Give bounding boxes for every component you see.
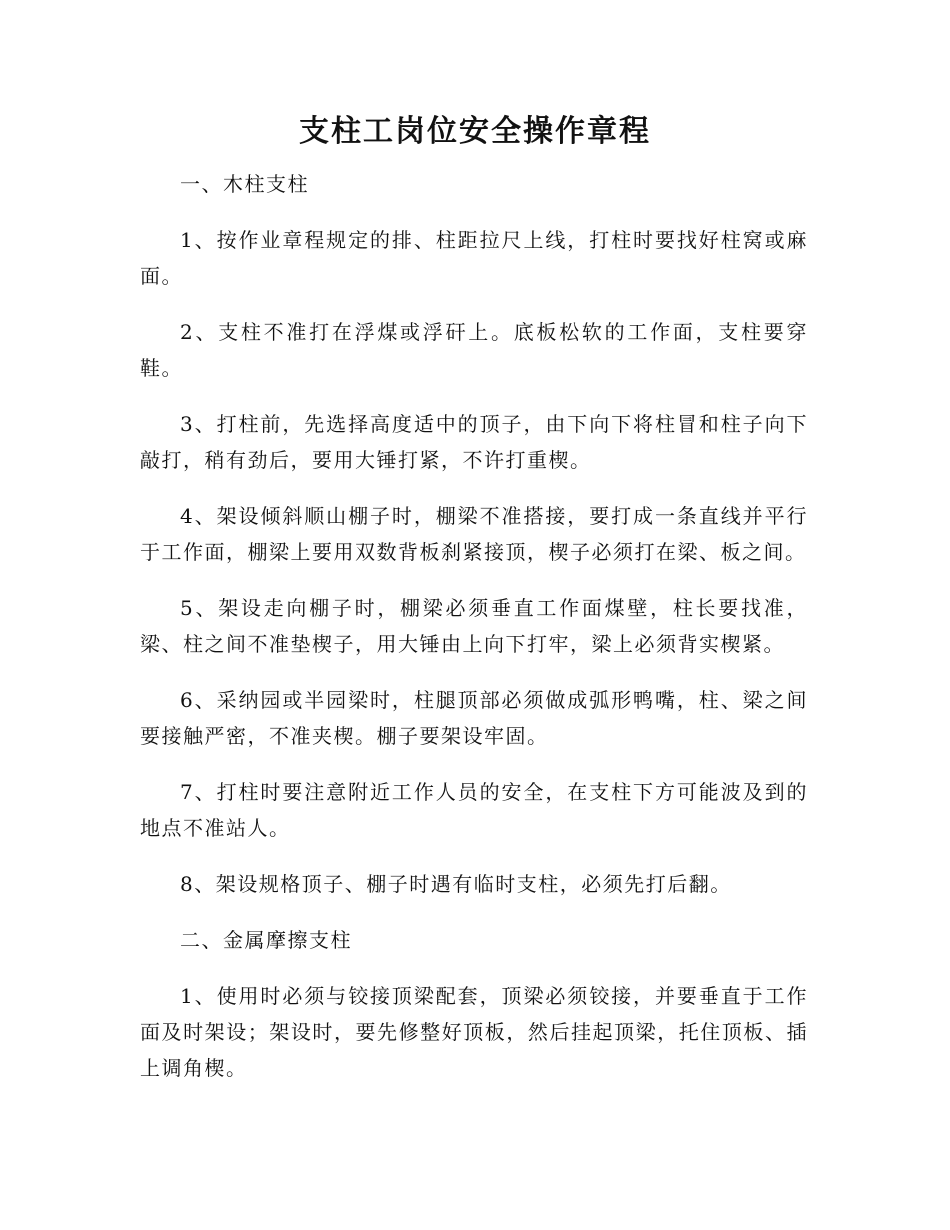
- section-item: 5、架设走向棚子时，棚梁必须垂直工作面煤壁，柱长要找准，梁、柱之间不准垫楔子，用大锤由上向下打牢，梁上必须背实楔紧。: [140, 596, 808, 656]
- section-item: 6、采纳园或半园梁时，柱腿顶部必须做成弧形鸭嘴，柱、梁之间要接触严密，不准夹楔。棚子要架设牢固。: [140, 688, 808, 748]
- section-item: 4、架设倾斜顺山棚子时，棚梁不准搭接，要打成一条直线并平行于工作面，棚梁上要用双数背板刹紧接顶，楔子必须打在梁、板之间。: [140, 504, 808, 564]
- section-heading: 二、金属摩擦支柱: [180, 928, 352, 952]
- section-item: 7、打柱时要注意附近工作人员的安全，在支柱下方可能波及到的地点不准站人。: [140, 780, 808, 840]
- section-item: 1、使用时必须与铰接顶梁配套，顶梁必须铰接，并要垂直于工作面及时架设；架设时，要先修整好顶板，然后挂起顶梁，托住顶板、插上调角楔。: [140, 984, 808, 1080]
- section-item: 3、打柱前，先选择高度适中的顶子，由下向下将柱冒和柱子向下敲打，稍有劲后，要用大锤打紧，不许打重楔。: [140, 412, 808, 472]
- section-item: 1、按作业章程规定的排、柱距拉尺上线，打柱时要找好柱窝或麻面。: [140, 228, 808, 288]
- section-heading: 一、木柱支柱: [180, 172, 309, 196]
- section-item: 8、架设规格顶子、棚子时遇有临时支柱，必须先打后翻。: [180, 872, 732, 896]
- section-item: 2、支柱不准打在浮煤或浮矸上。底板松软的工作面，支柱要穿鞋。: [140, 320, 808, 380]
- document-body: [140, 166, 808, 1106]
- document-title: 支柱工岗位安全操作章程: [299, 114, 651, 149]
